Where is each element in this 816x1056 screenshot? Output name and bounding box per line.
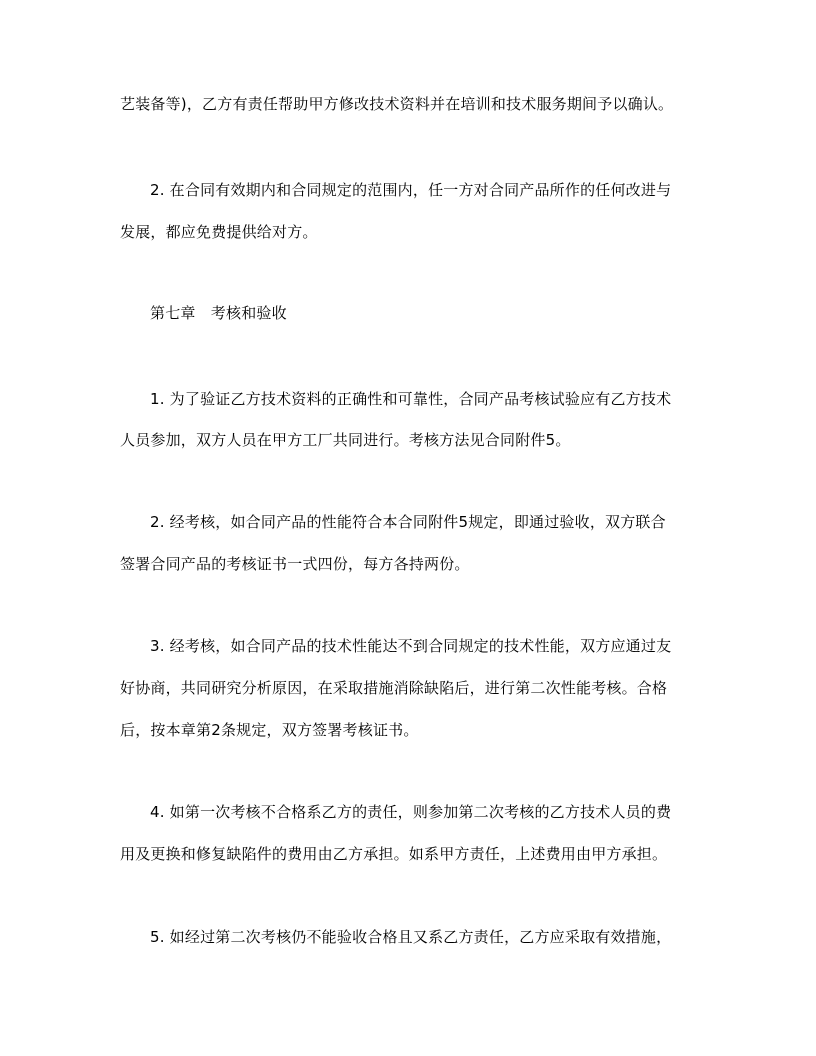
text-line: 人员参加，双方人员在甲方工厂共同进行。考核方法见合同附件5。	[120, 431, 571, 449]
text-line: 1. 为了验证乙方技术资料的正确性和可靠性，合同产品考核试验应有乙方技术	[150, 390, 672, 408]
text-line: 2. 经考核，如合同产品的性能符合本合同附件5规定，即通过验收，双方联合	[150, 513, 666, 531]
text-line: 发展，都应免费提供给对方。	[120, 223, 318, 241]
text-line: 签署合同产品的考核证书一式四份，每方各持两份。	[120, 555, 470, 573]
text-line: 3. 经考核，如合同产品的技术性能达不到合同规定的技术性能，双方应通过友	[150, 637, 672, 655]
text-line: 后，按本章第2条规定，双方签署考核证书。	[120, 721, 419, 739]
text-line: 好协商，共同研究分析原因，在采取措施消除缺陷后，进行第二次性能考核。合格	[120, 679, 668, 697]
text-line: 用及更换和修复缺陷件的费用由乙方承担。如系甲方责任，上述费用由甲方承担。	[120, 845, 668, 863]
text-line: 4. 如第一次考核不合格系乙方的责任，则参加第二次考核的乙方技术人员的费	[150, 803, 672, 821]
text-line: 5. 如经过第二次考核仍不能验收合格且又系乙方责任，乙方应采取有效措施，	[150, 928, 672, 946]
text-line: 艺装备等)，乙方有责任帮助甲方修改技术资料并在培训和技术服务期间予以确认。	[120, 95, 674, 113]
text-line: 2. 在合同有效期内和合同规定的范围内，任一方对合同产品所作的任何改进与	[150, 181, 672, 199]
chapter-heading: 第七章 考核和验收	[150, 304, 287, 322]
